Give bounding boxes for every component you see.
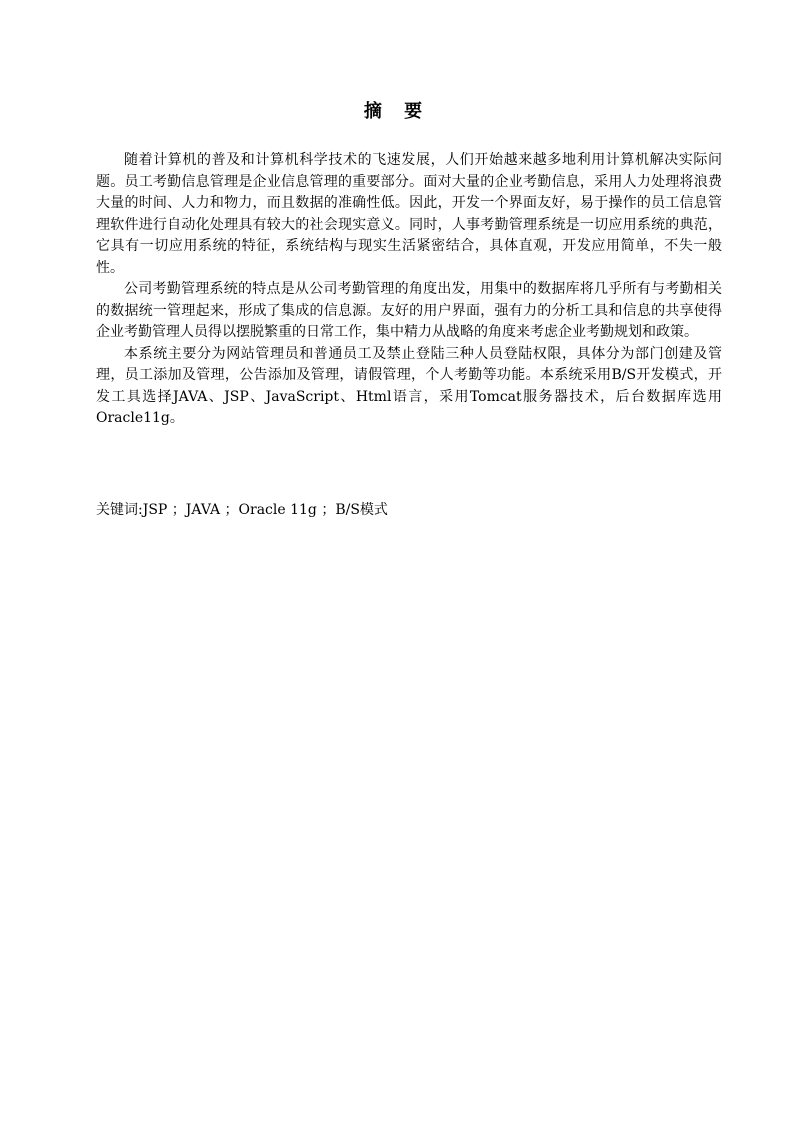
abstract-paragraph-1: 随着计算机的普及和计算机科学技术的飞速发展，人们开始越来越多地利用计算机解决实际问题。员工考勤信息管理是企业信息管理的重要部分。面对大量的企业考勤信息，采用人力处理将浪费大量的时间、人力和物力，而且数据的准确性低。因此，开发一个界面友好，易于操作的员工信息管理软件进行自动化处理具有较大的社会现实意义。同时，人事考勤管理系统是一切应用系统的典范，它具有一切应用系统的特征，系统结构与现实生活紧密结合，具体直观，开发应用简单，不失一般性。 xyxy=(96,152,722,276)
abstract-paragraph-2: 公司考勤管理系统的特点是从公司考勤管理的角度出发，用集中的数据库将几乎所有与考勤相关的数据统一管理起来，形成了集成的信息源。友好的用户界面，强有力的分析工具和信息的共享使得企业考勤管理人员得以摆脱繁重的日常工作，集中精力从战略的角度来考虑企业考勤规划和政策。 xyxy=(96,281,722,340)
abstract-body xyxy=(96,150,722,430)
abstract-title: 摘 要 xyxy=(363,101,431,122)
keywords-line: 关键词:JSP ；JAVA ；Oracle 11g ；B/S模式 xyxy=(96,502,388,518)
abstract-paragraph-3: 本系统主要分为网站管理员和普通员工及禁止登陆三种人员登陆权限，具体分为部门创建及管理，员工添加及管理，公告添加及管理，请假管理，个人考勤等功能。本系统采用B/S开发模式，开发工具选择JAVA、JSP、JavaScript、Html语言，采用Tomcat服务器技术，后台数据库选用Oracle11g。 xyxy=(96,345,722,426)
